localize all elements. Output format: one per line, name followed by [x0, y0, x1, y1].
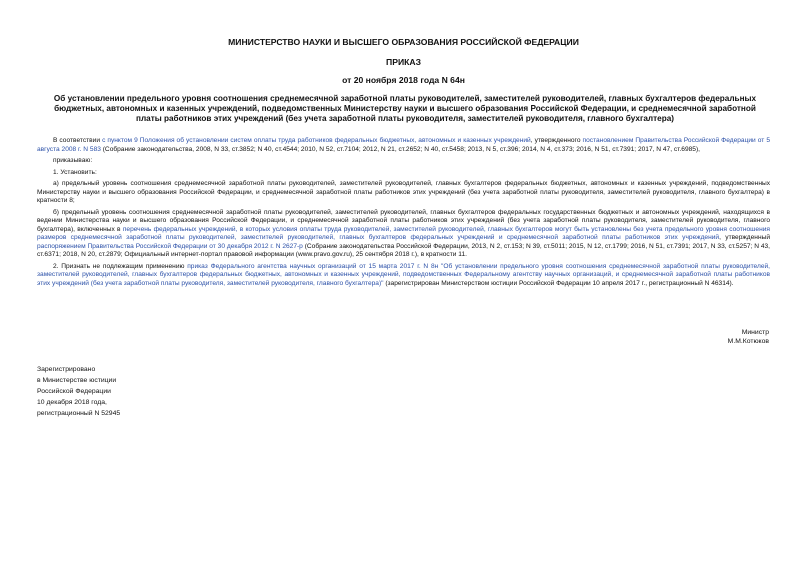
item-1a-paragraph: а) предельный уровень соотношения среднемесячной заработной платы руководителей, заместителей руководителей, главных бухгалтеров федеральных бюджетных, автономных и казенных учреждений, подведомственных Министерству науки и высшего образования Российской Федерации, и среднемесячной заработной платы работников этих учреждений (без учета заработной платы руководителя, заместителей руководителя, главного бухгалтера) в кратности 8; — [37, 180, 770, 204]
item-1b-text-3: (Собрание законодательства Российской Федерации, 2013, N 2, ст.153; N 39, ст.5011; 2015, N 12, ст.1799; 2016, N 51, ст.7391; 2017, N 33, ст.5257; N 43, ст.6371; 2018, N 20, ст.2879; Официальный интернет-портал правовой информации (www.pravo.gov.ru), 25 сентября 2018 г.), в кратности 11. — [37, 242, 771, 258]
link-government-decree-583[interactable]: постановлением Правительства Российской Федерации от 5 августа 2008 г. N 583 — [37, 137, 770, 153]
link-regulation-clause-9[interactable]: с пунктом 9 Положения об установлении систем оплаты труда работников федеральных бюджетных, автономных и казенных учреждений — [102, 137, 531, 144]
registration-line-5: регистрационный N 52945 — [37, 410, 121, 417]
signature-name: М.М.Котюков — [727, 338, 769, 345]
preamble-text-1: В соответствии — [53, 137, 103, 144]
item-2-text-2: (зарегистрирован Министерством юстиции Российской Федерации 10 апреля 2017 г., регистрационный N 46314). — [383, 279, 734, 287]
link-government-order-2627r[interactable]: распоряжением Правительства Российской Федерации от 30 декабря 2012 г. N 2627-р — [37, 242, 303, 250]
link-fano-order-8n[interactable]: приказ Федерального агентства научных организаций от 15 марта 2017 г. N 8н "Об установлении предельного уровня соотношения среднемесячной заработной платы руководителей, заместителей руководителей, главных бухгалтеров федеральных бюджетных, автономных и казенных учреждений, подведомственных Федеральному агентству научных организаций, и среднемесячной заработной платы работников этих учреждений (без учета заработной платы руководителя, заместителей руководителя, главного бухгалтера)" — [37, 262, 771, 287]
signature-block — [728, 328, 769, 346]
registration-line-2: в Министерстве юстиции — [37, 377, 117, 384]
item-1b-text-1: б) предельный уровень соотношения среднемесячной заработной платы руководителей, заместителей руководителей, главных бухгалтеров федеральных государственных бюджетных и автономных учреждений, находящихся в ведении Министерства науки и высшего образования Российской Федерации, и среднемесячной заработной платы работников этих учреждений (без учета заработной платы руководителя, заместителей руководителя, главного бухгалтера), включенных в — [37, 208, 770, 233]
order-word: приказываю: — [53, 157, 93, 164]
ministry-name: МИНИСТЕРСТВО НАУКИ И ВЫСШЕГО ОБРАЗОВАНИЯ РОССИЙСКОЙ ФЕДЕРАЦИИ — [228, 37, 579, 47]
item-1b-text-2: , утвержденный — [719, 234, 771, 241]
signature-position: Министр — [741, 329, 769, 336]
registration-line-3: Российской Федерации — [37, 388, 111, 395]
item-1b-paragraph — [37, 209, 770, 260]
preamble-text-2: , утвержденного — [530, 137, 583, 144]
item-2-paragraph — [37, 263, 770, 289]
registration-line-4: 10 декабря 2018 года, — [37, 399, 107, 406]
registration-block — [37, 364, 120, 419]
item-1-heading: 1. Установить: — [53, 168, 97, 176]
order-title: Об установлении предельного уровня соотношения среднемесячной заработной платы руководителей, заместителей руководителей, главных бухгалтеров федеральных бюджетных, автономных и казенных учреждений, подведомственных Министерству науки и высшего образования Российской Федерации, и среднемесячной заработной платы работников этих учреждений (без учета заработной платы руководителя, заместителей руководителя, главного бухгалтера) — [53, 94, 757, 124]
order-body — [37, 137, 770, 291]
preamble-paragraph — [37, 137, 770, 154]
link-federal-institutions-list[interactable]: перечень федеральных учреждений, в которых условия оплаты труда руководителей, заместителей руководителей, главных бухгалтеров могут быть установлены без учета предельного уровня соотношения размеров среднемесячной заработной платы руководителей, заместителей руководителей, главных бухгалтеров федеральных учреждений и среднемесячной заработной платы работников этих учреждений — [37, 225, 770, 241]
item-2-text-1: 2. Признать не подлежащим применению — [53, 262, 188, 270]
order-date: от 20 ноября 2018 года N 64н — [342, 75, 465, 85]
order-type: ПРИКАЗ — [386, 57, 421, 67]
registration-line-1: Зарегистрировано — [37, 366, 96, 373]
preamble-text-3: (Собрание законодательства, 2008, N 33, ст.3852; N 40, ст.4544; 2010, N 52, ст.7104; 2012, N 21, ст.2652; N 40, ст.5458; 2013, N 5, ст.396; 2014, N 4, ст.373; 2016, N 51, ст.7391; 2017, N 47, ст.6985), — [100, 145, 700, 153]
